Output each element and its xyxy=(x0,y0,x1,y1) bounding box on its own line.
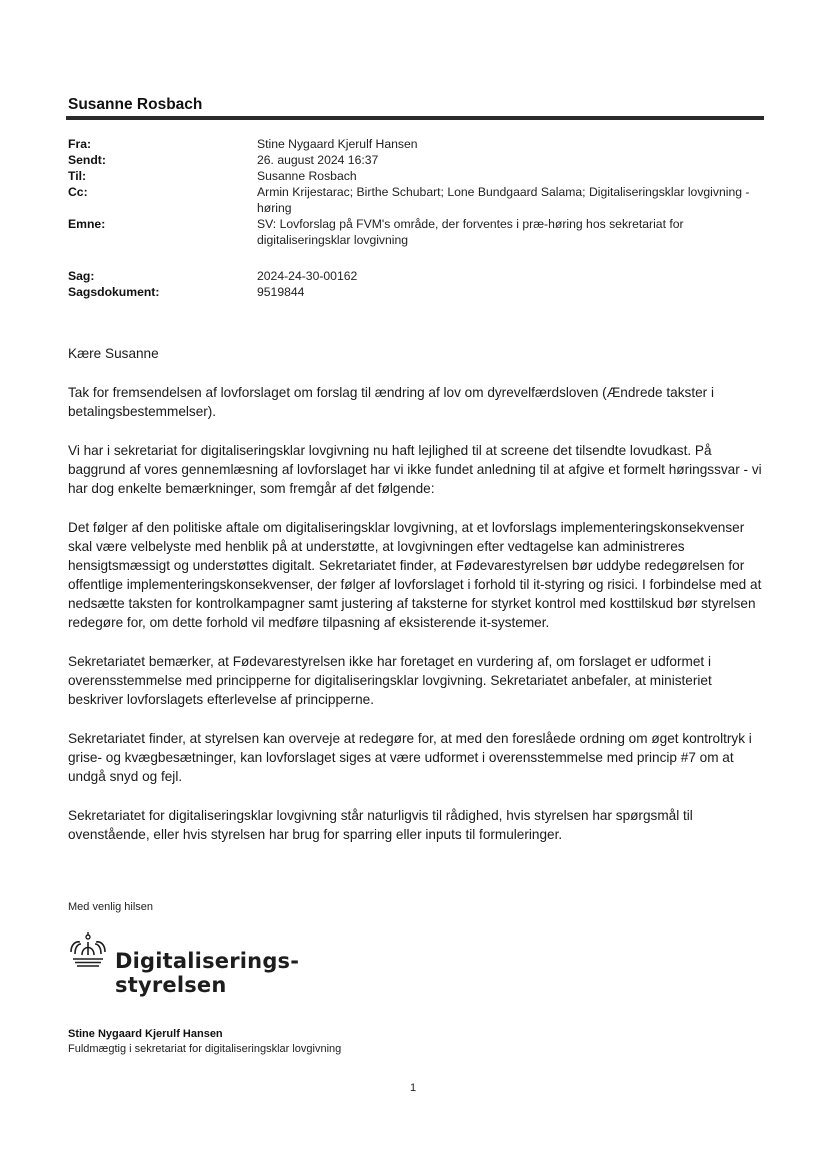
email-meta xyxy=(68,136,758,300)
page-number: 1 xyxy=(410,1082,417,1094)
meta-value: 26. august 2024 16:37 xyxy=(257,153,379,167)
meta-row-case-document xyxy=(68,284,758,300)
meta-row-sent xyxy=(68,152,758,168)
meta-row-subject xyxy=(68,216,758,248)
body-paragraph: Sekretariatet for digitaliseringsklar lovgivning står naturligvis til rådighed, hvis styrelsen har spørgsmål til ovenstående, eller hvis styrelsen har brug for sparring eller inputs til formuleringer. xyxy=(68,808,693,842)
logo-line: styrelsen xyxy=(115,973,227,997)
meta-label: Sendt: xyxy=(68,153,106,167)
meta-row-from xyxy=(68,136,758,152)
meta-spacer xyxy=(68,248,758,268)
meta-label: Sagsdokument: xyxy=(68,285,160,299)
meta-value: 2024-24-30-00162 xyxy=(257,269,358,283)
meta-label: Sag: xyxy=(68,269,95,283)
agency-logo xyxy=(67,930,300,1000)
logo-line: Digitaliserings- xyxy=(115,949,300,973)
body-paragraph: Tak for fremsendelsen af lovforslaget om forslag til ændring af lov om dyrevelfærdsloven (Ændrede takster i betalingsbestemmelser). xyxy=(68,385,714,419)
sender-name: Susanne Rosbach xyxy=(68,96,203,113)
logo-wordmark xyxy=(115,949,299,997)
email-body xyxy=(68,344,768,864)
meta-row-cc xyxy=(68,184,758,216)
meta-row-to xyxy=(68,168,758,184)
header-divider xyxy=(66,116,764,120)
meta-label: Cc: xyxy=(68,185,88,199)
meta-value: SV: Lovforslag på FVM's område, der forventes i præ-høring hos sekretariat for digitaliseringsklar lovgivning xyxy=(257,217,684,247)
body-paragraph: Sekretariatet finder, at styrelsen kan overveje at redegøre for, at med den foreslåede ordning om øget kontroltryk i grise- og kvægbesætninger, kan lovforslaget siges at være udformet i overensstemmelse med princip #7 om at undgå snyd og fejl. xyxy=(68,731,752,784)
body-paragraph: Vi har i sekretariat for digitaliseringsklar lovgivning nu haft lejlighed til at screene det tilsendte lovudkast. På baggrund af vores gennemlæsning af lovforslaget har vi ikke fundet anledning til at afgive et formelt høringssvar - vi har dog enkelte bemærkninger, som fremgår af det følgende: xyxy=(68,443,762,496)
meta-value: Susanne Rosbach xyxy=(257,169,357,183)
signature-name: Stine Nygaard Kjerulf Hansen xyxy=(68,1028,223,1040)
signature-title: Fuldmægtig i sekretariat for digitaliseringsklar lovgivning xyxy=(68,1043,342,1055)
meta-label: Emne: xyxy=(68,217,106,231)
crown-icon xyxy=(67,930,111,974)
body-paragraph: Sekretariatet bemærker, at Fødevarestyrelsen ikke har foretaget en vurdering af, om forslaget er udformet i overensstemmelse med principperne for digitaliseringsklar lovgivning. Sekretariatet anbefaler, at ministeriet beskriver lovforslagets efterlevelse af principperne. xyxy=(68,654,712,707)
salutation: Kære Susanne xyxy=(68,346,159,361)
closing-greeting: Med venlig hilsen xyxy=(68,901,153,913)
meta-value: Armin Krijestarac; Birthe Schubart; Lone Bundgaard Salama; Digitaliseringsklar lovgivning - høring xyxy=(257,185,750,215)
meta-label: Til: xyxy=(68,169,87,183)
body-paragraph: Det følger af den politiske aftale om digitaliseringsklar lovgivning, at et lovforslags implementeringskonsekvenser skal være velbelyste med henblik på at understøtte, at lovgivningen efter vedtagelse kan administreres hensigtsmæssigt og understøttes digitalt. Sekretariatet finder, at Fødevarestyrelsen bør uddybe redegørelsen for offentlige implementeringskonsekvenser, der følger af lovforslaget i forhold til it-styring og risici. I forbindelse med at nedsætte taksten for kontrolkampagner samt justering af taksterne for styrket kontrol med kosttilskud bør styrelsen redegøre for, om dette forhold vil medføre tilpasning af eksisterende it-systemer. xyxy=(68,520,762,630)
meta-row-case xyxy=(68,268,758,284)
meta-value: 9519844 xyxy=(257,285,305,299)
meta-value: Stine Nygaard Kjerulf Hansen xyxy=(257,137,418,151)
meta-label: Fra: xyxy=(68,137,92,151)
